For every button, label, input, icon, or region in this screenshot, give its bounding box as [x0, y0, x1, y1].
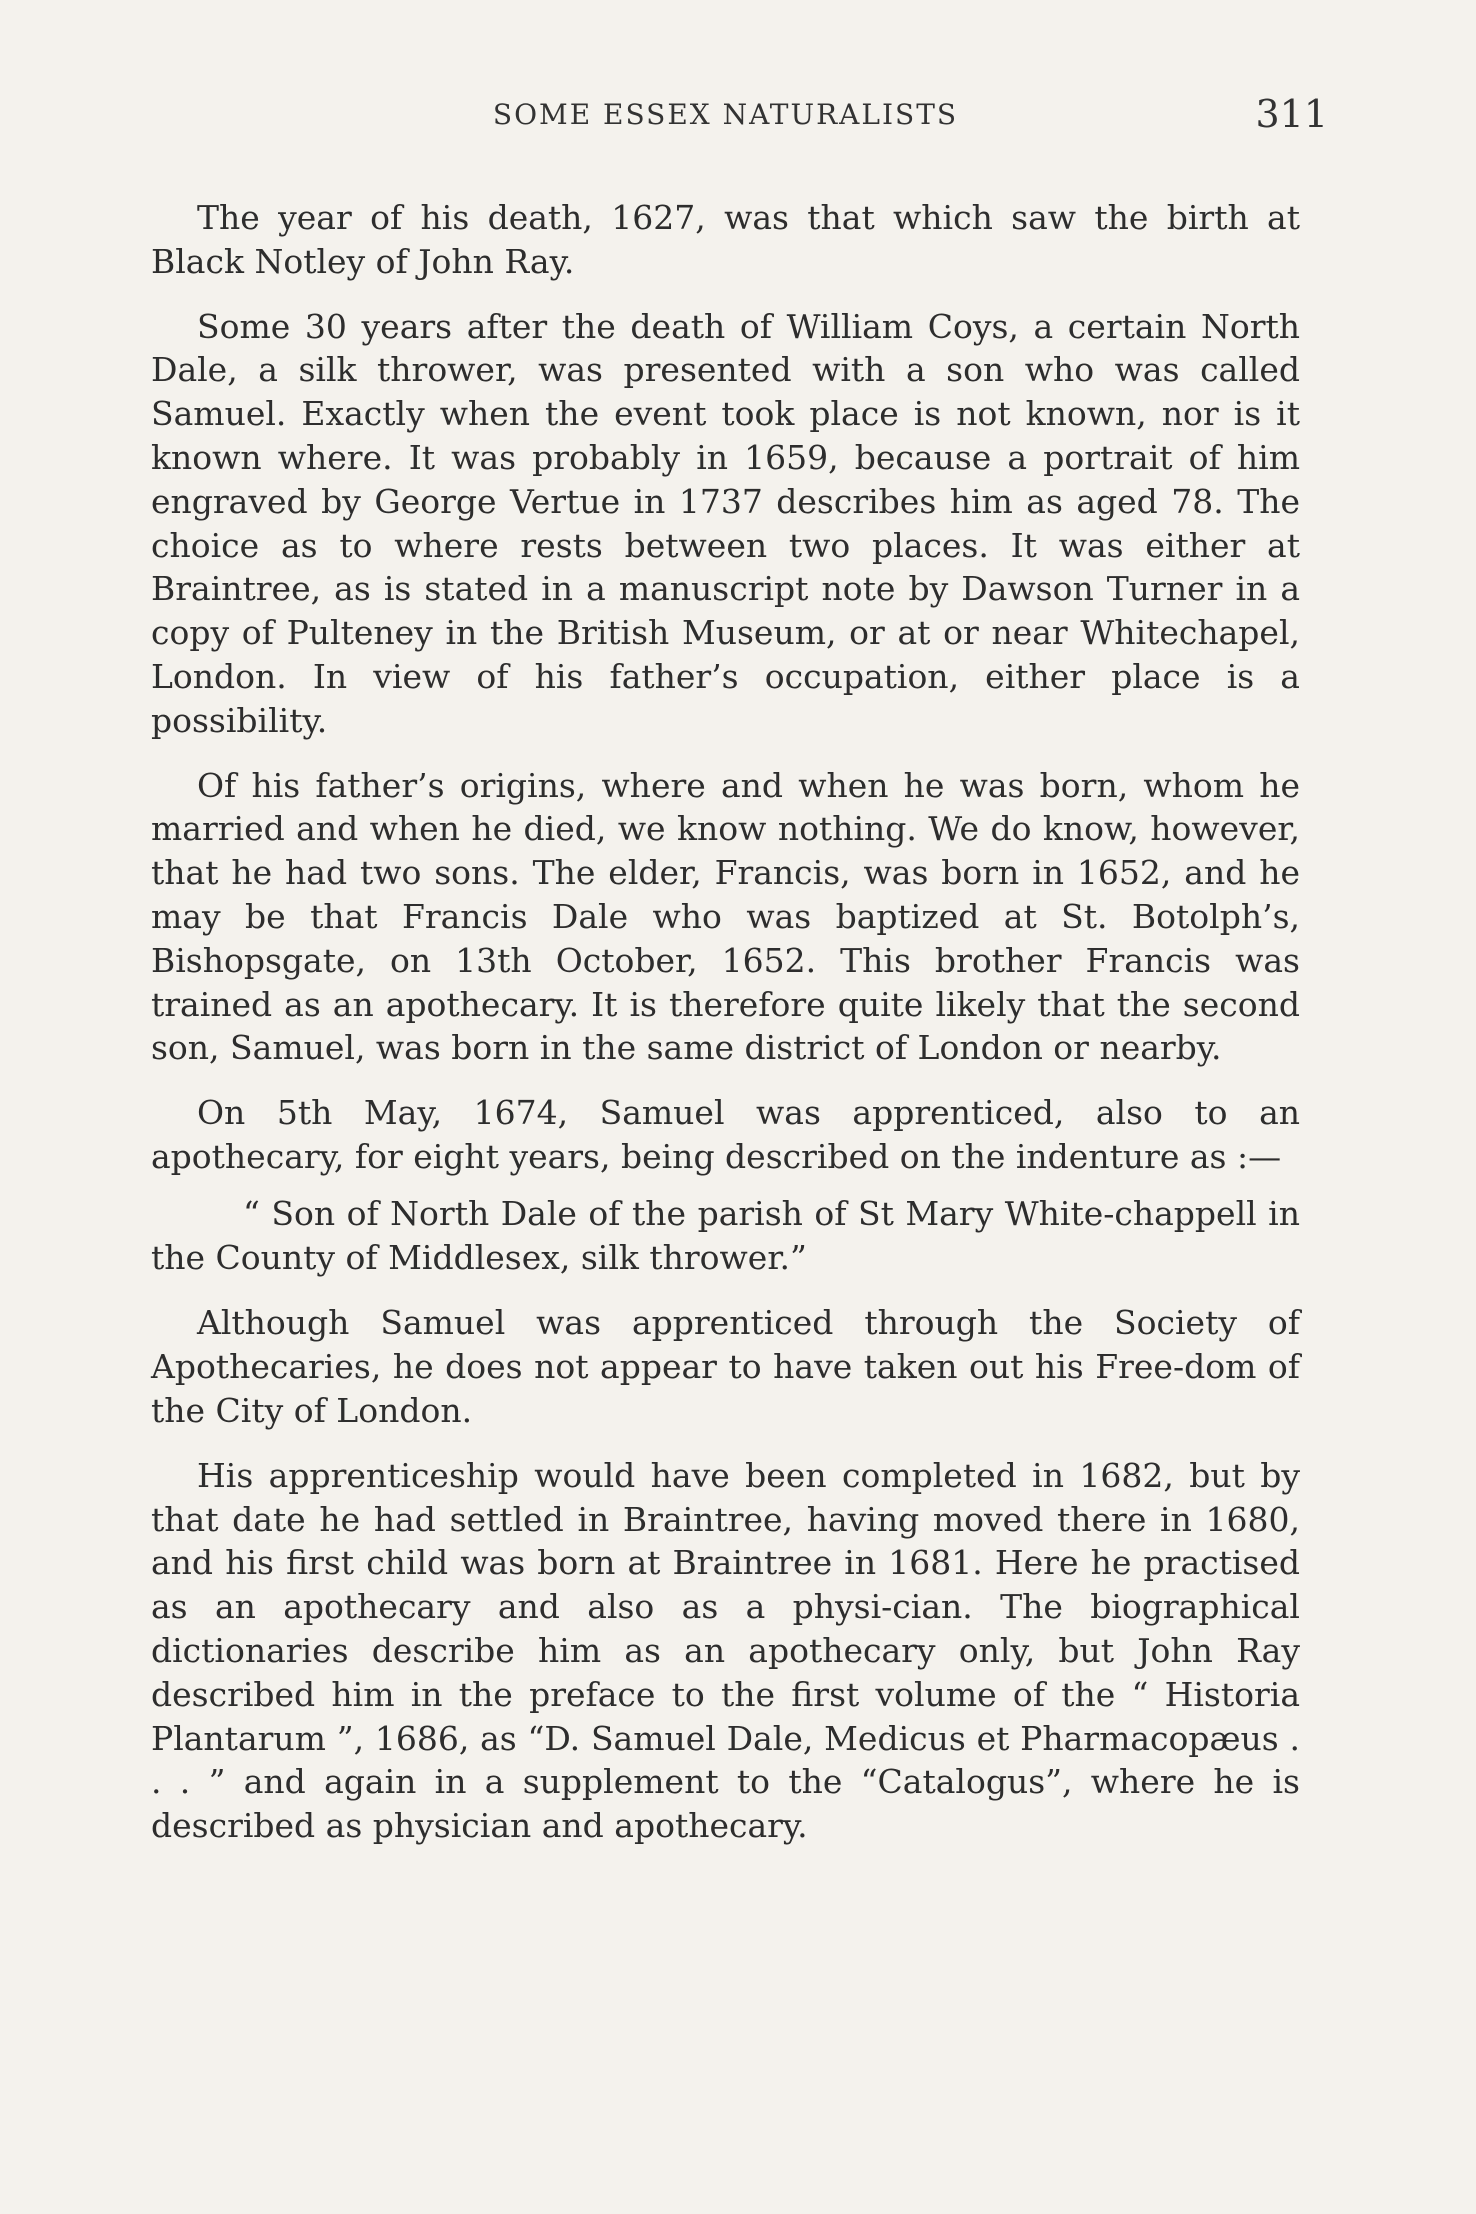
- paragraph-5: Although Samuel was apprenticed through the Society of Apothecaries, he does not appear to have taken out his Free-dom of the City of London.: [151, 1303, 1300, 1430]
- paragraph-6: His apprenticeship would have been completed in 1682, but by that date he had settled in Braintree, having moved there in 1680, and his first child was born at Braintree in 1681. Here he practised as an apothecary and also as a physi-cian. The biographical dictionaries describe him as an apothecary only, but John Ray described him in the preface to the first volume of the “ Historia Plantarum ”, 1686, as “D. Samuel Dale, Medicus et Pharmacopæus . . . ” and again in a supplement to the “Catalogus”, where he is described as physician and apothecary.: [151, 1455, 1300, 1846]
- page-number: 311: [1255, 92, 1328, 136]
- paragraph-4: On 5th May, 1674, Samuel was apprenticed, also to an apothecary, for eight years, being described on the indenture as :—: [151, 1093, 1300, 1176]
- paragraph-2: Some 30 years after the death of William Coys, a certain North Dale, a silk thrower, was presented with a son who was called Samuel. Exactly when the event took place is not known, nor is it known where. It was probably in 1659, because a portrait of him engraved by George Vertue in 1737 describes him as aged 78. The choice as to where rests between two places. It was either at Braintree, as is stated in a manuscript note by Dawson Turner in a copy of Pulteney in the British Museum, or at or near Whitechapel, London. In view of his father’s occupation, either place is a possibility.: [151, 306, 1300, 740]
- paragraph-3: Of his father’s origins, where and when he was born, whom he married and when he died, we know nothing. We do know, however, that he had two sons. The elder, Francis, was born in 1652, and he may be that Francis Dale who was baptized at St. Botolph’s, Bishopsgate, on 13th October, 1652. This brother Francis was trained as an apothecary. It is therefore quite likely that the second son, Samuel, was born in the same district of London or nearby.: [151, 765, 1300, 1068]
- running-head: [151, 92, 1328, 142]
- running-title: SOME ESSEX NATURALISTS: [492, 98, 959, 131]
- paragraph-1: The year of his death, 1627, was that which saw the birth at Black Notley of John Ray.: [151, 198, 1300, 281]
- indenture-quote: “ Son of North Dale of the parish of St Mary White-chappell in the County of Middlesex, silk thrower.”: [151, 1193, 1300, 1277]
